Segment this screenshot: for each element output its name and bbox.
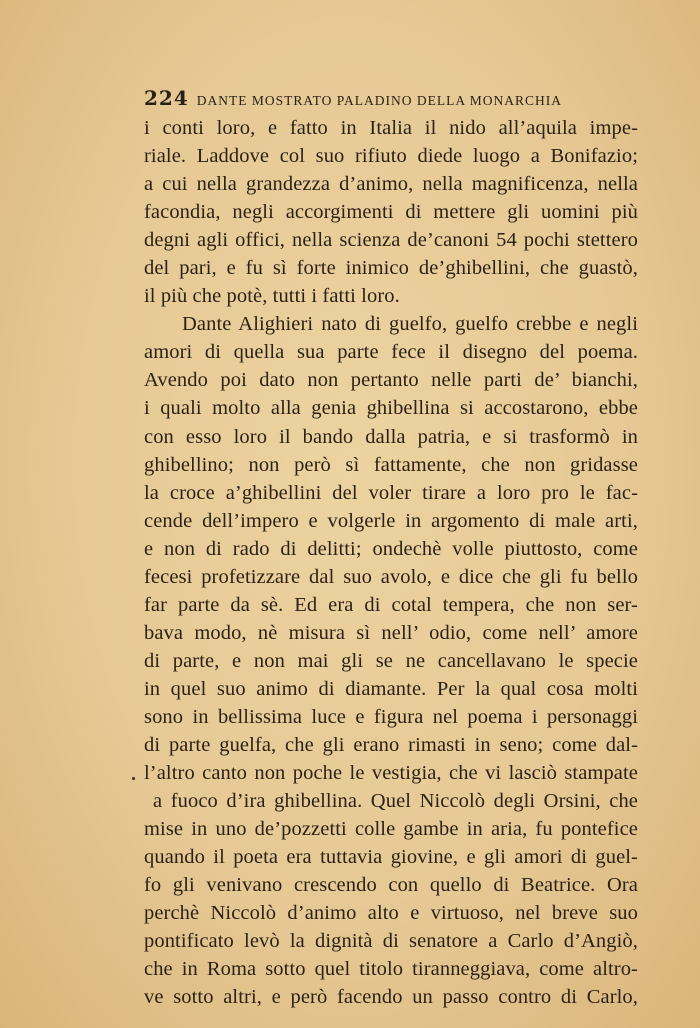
text-line: far parte da sè. Ed era di cotal tempera, che non ser- (144, 593, 638, 616)
text-line: Avendo poi dato non pertanto nelle parti de’ bianchi, (144, 369, 638, 392)
text-line: fecesi profetizzare dal suo avolo, e dice che gli fu bello (144, 565, 638, 588)
text-line: il più che potè, tutti i fatti loro. (144, 285, 400, 308)
text-line: ve sotto altri, e però facendo un passo contro di Carlo, (144, 986, 638, 1009)
page-number: 224 (144, 86, 189, 110)
text-line: amori di quella sua parte fece il disegno del poema. (144, 341, 638, 364)
text-line: degni agli offici, nella scienza de’canoni 54 pochi stettero (144, 229, 638, 252)
text-line: quando il poeta era tuttavia giovine, e gli amori di guel- (144, 846, 638, 869)
text-line: che in Roma sotto quel titolo tiranneggiava, come altro- (144, 958, 638, 981)
text-line: pontificato levò la dignità di senatore a Carlo d’Angiò, (144, 930, 638, 953)
text-line: Dante Alighieri nato di guelfo, guelfo crebbe e negli (182, 313, 638, 336)
text-line: di parte, e non mai gli se ne cancellavano le specie (144, 649, 638, 672)
text-line: mise in uno de’pozzetti colle gambe in aria, fu pontefice (144, 818, 638, 841)
text-line: i conti loro, e fatto in Italia il nido all’aquila impe- (144, 117, 638, 139)
text-line: a fuoco d’ira ghibellina. Quel Niccolò degli Orsini, che (153, 790, 638, 813)
text-line: i quali molto alla genia ghibellina si accostarono, ebbe (144, 397, 638, 420)
text-line: del pari, e fu sì forte inimico de’ghibellini, che guastò, (144, 257, 638, 280)
body-text (144, 114, 638, 1012)
running-head (144, 86, 594, 110)
text-line: riale. Laddove col suo rifiuto diede luogo a Bonifazio; (144, 145, 638, 168)
text-line: perchè Niccolò d’animo alto e virtuoso, nel breve suo (144, 902, 638, 925)
text-line: fo gli venivano crescendo con quello di Beatrice. Ora (144, 874, 638, 897)
text-line: e non di rado di delitti; ondechè volle piuttosto, come (144, 537, 638, 560)
margin-mark (132, 777, 135, 780)
text-line: con esso loro il bando dalla patria, e si trasformò in (144, 425, 638, 448)
text-line: cende dell’impero e volgerle in argomento di male arti, (144, 509, 638, 532)
text-line: la croce a’ghibellini del voler tirare a loro pro le fac- (144, 481, 638, 504)
text-line: ghibellino; non però sì fattamente, che non gridasse (144, 453, 638, 476)
text-line: l’altro canto non poche le vestigia, che vi lasciò stampate (144, 762, 638, 785)
text-line: facondia, negli accorgimenti di mettere gli uomini più (144, 201, 638, 224)
text-line: a cui nella grandezza d’animo, nella magnificenza, nella (144, 173, 638, 196)
text-line: di parte guelfa, che gli erano rimasti in seno; come dal- (144, 734, 638, 757)
running-title: DANTE MOSTRATO PALADINO DELLA MONARCHIA (196, 93, 563, 108)
text-line: in quel suo animo di diamante. Per la qual cosa molti (144, 677, 638, 700)
text-line: bava modo, nè misura sì nell’ odio, come nell’ amore (144, 621, 638, 644)
text-line: sono in bellissima luce e figura nel poema i personaggi (144, 705, 638, 728)
